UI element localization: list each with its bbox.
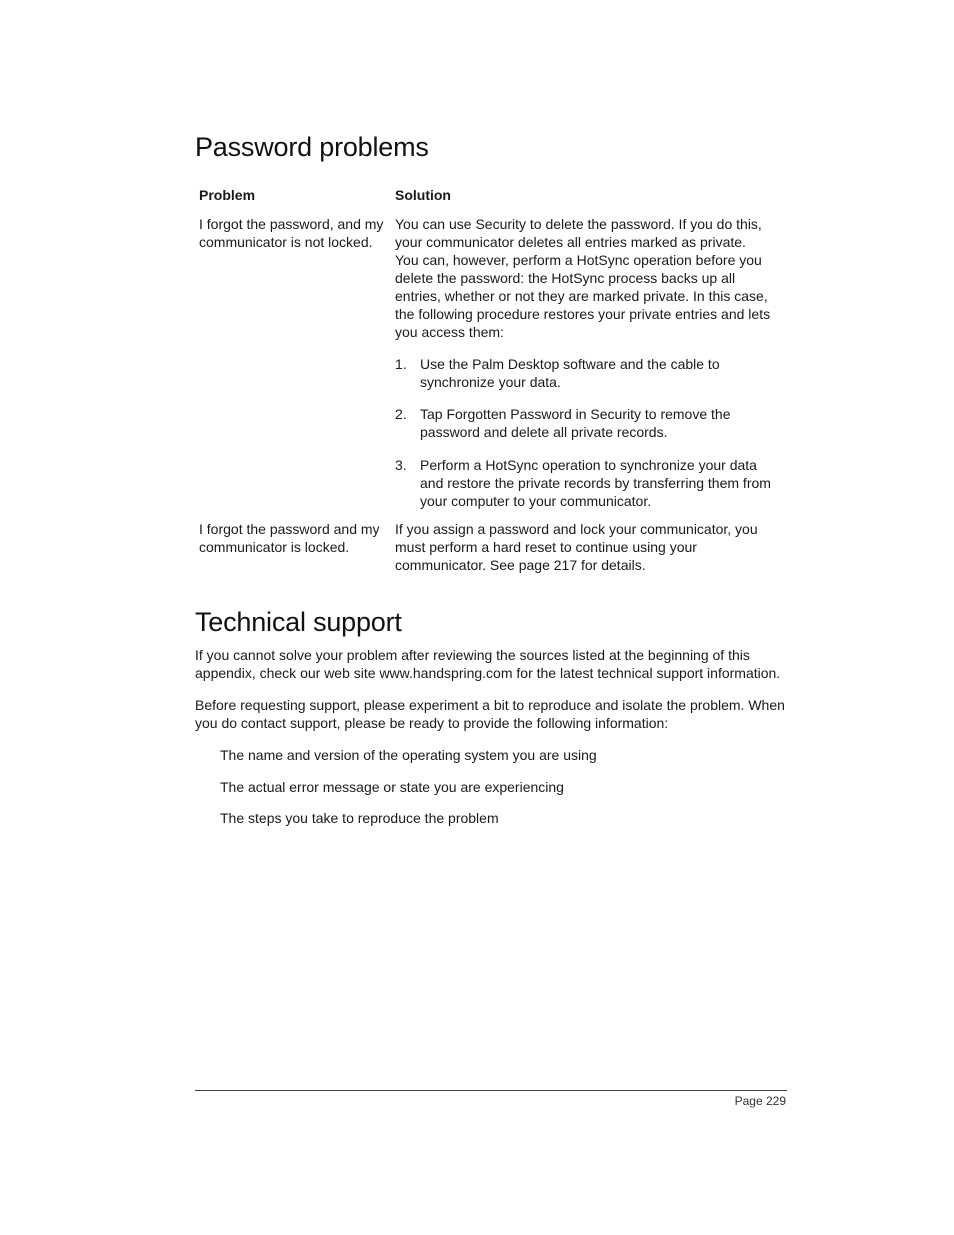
support-paragraph-1: If you cannot solve your problem after reviewing the sources listed at the beginning of this appendix, check our web site www.handspring.com for the latest technical support information. — [195, 647, 781, 681]
table-header-solution: Solution — [395, 187, 451, 203]
step-text: Use the Palm Desktop software and the cable to synchronize your data. — [420, 356, 720, 390]
step-text: Tap Forgotten Password in Security to remove the password and delete all private records. — [420, 406, 731, 440]
footer-divider — [195, 1090, 787, 1091]
support-paragraph-2: Before requesting support, please experiment a bit to reproduce and isolate the problem. When you do contact support, please be ready to provide the following information: — [195, 697, 785, 731]
table-row-1-solution: You can use Security to delete the password. If you do this, your communicator deletes all entries marked as private. You can, however, perform a HotSync operation before you delete the password: the HotSync process backs up all entries, whether or not they are marked private. In this case, the following procedure restores your private entries and lets you access them: — [395, 216, 771, 340]
step-number: 2. — [395, 406, 407, 422]
table-row-2-problem: I forgot the password and my communicator is locked. — [199, 521, 380, 555]
table-header-problem: Problem — [199, 187, 256, 203]
page-number: Page 229 — [734, 1094, 786, 1108]
step-text: Perform a HotSync operation to synchronize your data and restore the private records by transferring them from your computer to your communicator. — [420, 457, 771, 509]
section-title-password-problems: Password problems — [195, 132, 429, 162]
section-title-technical-support: Technical support — [195, 607, 402, 637]
support-info-item-1: The name and version of the operating system you are using — [220, 747, 597, 763]
table-row-2-solution: If you assign a password and lock your communicator, you must perform a hard reset to continue using your communicator. See page 217 for details. — [395, 521, 758, 573]
step-number: 3. — [395, 457, 407, 473]
table-row-1-problem: I forgot the password, and my communicator is not locked. — [199, 216, 384, 250]
support-info-item-3: The steps you take to reproduce the problem — [220, 810, 499, 826]
step-number: 1. — [395, 356, 407, 372]
support-info-item-2: The actual error message or state you are experiencing — [220, 779, 564, 795]
